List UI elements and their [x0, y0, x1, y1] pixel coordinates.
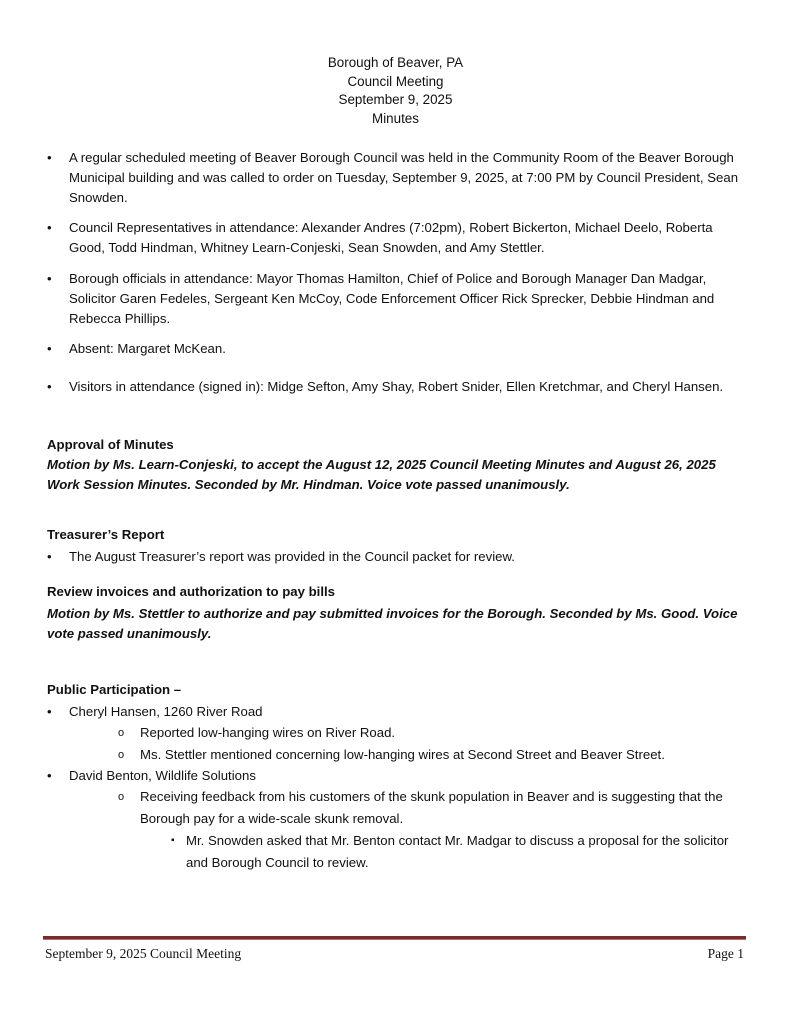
bullet-icon: • — [47, 220, 52, 235]
intro-section-2 — [47, 218, 747, 258]
bullet-icon: • — [47, 549, 52, 564]
treasurer-bullet: • The August Treasurer’s report was provided in the Council packet for review. — [47, 547, 747, 567]
participant-sub-sub-item: ▪ Mr. Snowden asked that Mr. Benton contact Mr. Madgar to discuss a proposal for the solicitor and Borough Council to review. — [47, 830, 747, 874]
intro-section-5 — [47, 377, 747, 397]
participant-item: • David Benton, Wildlife Solutions — [47, 766, 747, 786]
treasurer-heading: Treasurer’s Report — [47, 527, 165, 542]
bullet-icon: • — [47, 379, 52, 394]
page-number: Page 1 — [707, 946, 744, 961]
bullet-icon: • — [47, 341, 52, 356]
circle-bullet-icon: o — [118, 727, 125, 739]
invoices-heading: Review invoices and authorization to pay bills — [47, 584, 335, 599]
treasurer-section — [47, 525, 747, 567]
participant-sub-item: o Reported low-hanging wires on River Road. — [47, 722, 747, 744]
bullet-icon: • — [47, 150, 52, 165]
bullet-icon: • — [47, 271, 52, 286]
approval-motion: Motion by Ms. Learn-Conjeski, to accept the August 12, 2025 Council Meeting Minutes and August 26, 2025 Work Session Minutes. Seconded by Mr. Hindman. Voice vote passed unanimously. — [47, 457, 716, 492]
footer-rule — [43, 936, 746, 940]
participant-sub-item: o Receiving feedback from his customers of the skunk population in Beaver and is suggesting that the Borough pay for a wide-scale skunk removal. — [47, 786, 747, 830]
square-bullet-icon: ▪ — [171, 835, 175, 846]
intro-bullet: • Borough officials in attendance: Mayor Thomas Hamilton, Chief of Police and Borough Manager Dan Madgar, Solicitor Garen Fedeles, Sergeant Ken McCoy, Code Enforcement Officer Rick Sprecker, Debbie Hindman and Rebecca Phillips. — [47, 271, 715, 326]
intro-bullet: • Absent: Margaret McKean. — [47, 339, 747, 359]
invoices-motion: Motion by Ms. Stettler to authorize and pay submitted invoices for the Borough. Seconded by Ms. Good. Voice vote passed unanimously. — [47, 606, 738, 641]
public-participation-section — [47, 680, 747, 874]
public-heading: Public Participation – — [47, 682, 182, 697]
header-org: Borough of Beaver, PA — [327, 55, 464, 70]
invoices-section — [47, 582, 747, 644]
approval-heading: Approval of Minutes — [47, 437, 174, 452]
approval-section — [47, 435, 747, 495]
intro-section — [47, 148, 747, 208]
header-meeting: Council Meeting — [347, 73, 444, 89]
circle-bullet-icon: o — [118, 791, 125, 803]
intro-section-4 — [47, 339, 747, 359]
bullet-icon: • — [47, 704, 52, 719]
intro-bullet: • Council Representatives in attendance: Alexander Andres (7:02pm), Robert Bickerton, Michael Deelo, Roberta Good, Todd Hindman, Whitney Learn-Conjeski, Sean Snowden, and Amy Stettler. — [47, 220, 713, 255]
header-date: September 9, 2025 — [338, 92, 453, 107]
header-doc-type: Minutes — [372, 110, 419, 126]
intro-bullet: • A regular scheduled meeting of Beaver Borough Council was held in the Community Room of the Beaver Borough Municipal building and was called to order on Tuesday, September 9, 2025, at 7:00 PM by Council President, Sean Snowden. — [47, 150, 739, 205]
bullet-icon: • — [47, 768, 52, 783]
intro-section-3 — [47, 269, 747, 329]
document-header — [0, 54, 791, 128]
footer-title: September 9, 2025 Council Meeting — [45, 946, 242, 961]
participant-sub-item: o Ms. Stettler mentioned concerning low-hanging wires at Second Street and Beaver Street. — [47, 744, 747, 766]
intro-bullet: • Visitors in attendance (signed in): Midge Sefton, Amy Shay, Robert Snider, Ellen Kretchmar, and Cheryl Hansen. — [47, 377, 747, 397]
circle-bullet-icon: o — [118, 749, 125, 761]
participant-item: • Cheryl Hansen, 1260 River Road — [47, 702, 747, 722]
